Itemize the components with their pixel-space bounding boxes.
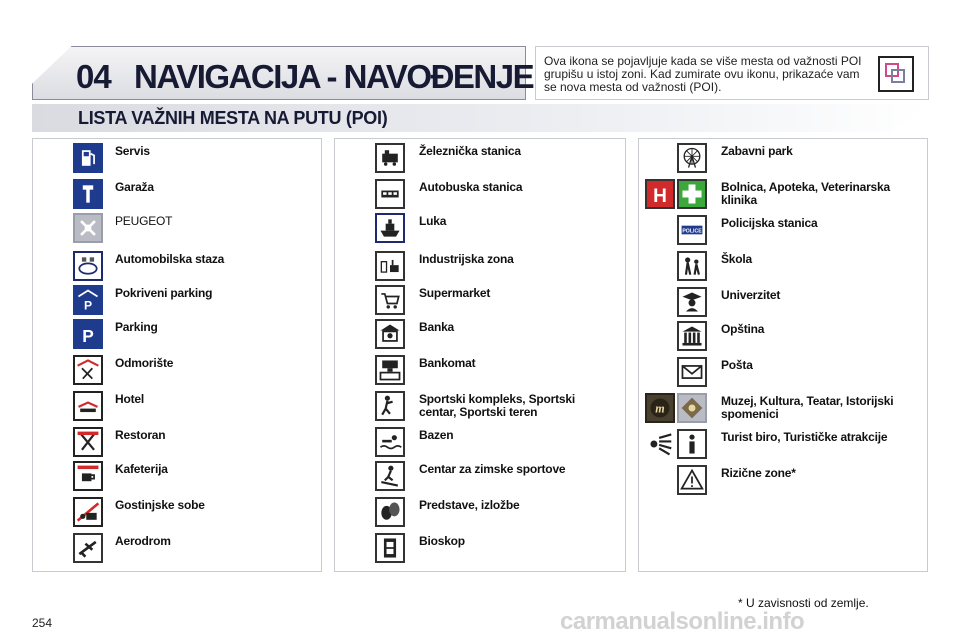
hotel-bed-icon — [73, 391, 103, 421]
list-item — [639, 393, 927, 427]
list-item — [335, 179, 625, 213]
list-item — [335, 497, 625, 531]
stacked-squares-icon — [878, 56, 914, 92]
restaurant-icon — [73, 427, 103, 457]
svg-text:P: P — [82, 325, 94, 346]
list-item — [33, 251, 321, 285]
list-item — [33, 497, 321, 531]
sport-icon — [375, 391, 405, 421]
poi-label: Luka — [419, 214, 447, 228]
poi-label: Industrijska zona — [419, 252, 514, 266]
poi-column-1 — [32, 138, 322, 572]
coffee-cup-icon — [73, 461, 103, 491]
fuel-pump-icon — [73, 143, 103, 173]
chapter-number: 04 — [76, 58, 111, 95]
poi-label: Gostinjske sobe — [115, 498, 205, 512]
svg-text:H: H — [653, 185, 667, 207]
page-number: 254 — [32, 616, 53, 630]
list-item — [639, 357, 927, 391]
list-item — [639, 215, 927, 249]
school-children-icon — [677, 251, 707, 281]
poi-label: Aerodrom — [115, 534, 171, 548]
list-item — [639, 465, 927, 499]
swimmer-icon — [375, 427, 405, 457]
poi-label: Garaža — [115, 180, 154, 194]
guest-room-icon — [73, 497, 103, 527]
poi-label: Pošta — [721, 358, 753, 372]
poi-label: Policijska stanica — [721, 216, 818, 230]
poi-label: Autobuska stanica — [419, 180, 523, 194]
info-text: Ova ikona se pojavljuje kada se više mesta od važnosti POI grupišu u istoj zoni. Kad zumirate ovu ikonu, prikazaće vam se nova mesta od važnosti (POI). — [544, 54, 862, 94]
list-item — [639, 287, 927, 321]
wrench-icon — [73, 179, 103, 209]
poi-label: Odmorište — [115, 356, 174, 370]
list-item — [639, 179, 927, 213]
poi-label: Supermarket — [419, 286, 491, 300]
list-item — [335, 251, 625, 285]
poi-label: Muzej, Kultura, Teatar, Istorijski spomenici — [721, 394, 894, 421]
info-box — [535, 46, 929, 100]
list-item — [335, 213, 625, 247]
list-item — [639, 251, 927, 285]
culture-icon — [677, 393, 707, 423]
list-item — [33, 391, 321, 425]
svg-text:P: P — [83, 298, 93, 313]
list-item — [33, 143, 321, 177]
bank-icon — [375, 319, 405, 349]
list-item — [639, 429, 927, 463]
train-icon — [375, 143, 405, 173]
envelope-icon — [677, 357, 707, 387]
poi-label: Kafeterija — [115, 462, 168, 476]
list-item — [335, 355, 625, 389]
poi-label: Pokriveni parking — [115, 286, 213, 300]
list-item — [335, 461, 625, 495]
poi-label: PEUGEOT — [115, 214, 173, 228]
poi-label: Opština — [721, 322, 765, 336]
poi-label: Železnička stanica — [419, 144, 521, 158]
list-item — [33, 427, 321, 461]
hospital-icon — [645, 179, 675, 209]
list-item — [335, 391, 625, 425]
poi-label: Hotel — [115, 392, 145, 406]
industry-icon — [375, 251, 405, 281]
poi-label: Parking — [115, 320, 158, 334]
list-item — [335, 427, 625, 461]
shopping-cart-icon — [375, 285, 405, 315]
list-item — [335, 285, 625, 319]
poi-label: Univerzitet — [721, 288, 781, 302]
poi-label: Restoran — [115, 428, 166, 442]
list-item — [639, 143, 927, 177]
poi-label: Centar za zimske sportove — [419, 462, 566, 476]
section-title: LISTA VAŽNIH MESTA NA PUTU (POI) — [78, 108, 388, 128]
list-item — [33, 179, 321, 213]
ship-icon — [375, 213, 405, 243]
list-item — [33, 533, 321, 567]
poi-label: Turist biro, Turističke atrakcije — [721, 430, 888, 444]
police-icon — [677, 215, 707, 245]
rest-area-icon — [73, 355, 103, 385]
svg-text:m: m — [655, 401, 665, 416]
list-item — [335, 143, 625, 177]
poi-column-2 — [334, 138, 626, 572]
tourist-attraction-icon — [645, 429, 675, 459]
tourist-info-icon — [677, 429, 707, 459]
race-track-icon — [73, 251, 103, 281]
list-item — [33, 355, 321, 389]
poi-label: Bioskop — [419, 534, 465, 548]
pharmacy-icon — [677, 179, 707, 209]
list-item — [335, 319, 625, 353]
poi-column-3 — [638, 138, 928, 572]
list-item — [335, 533, 625, 567]
film-icon — [375, 533, 405, 563]
airplane-icon — [73, 533, 103, 563]
poi-label: Bazen — [419, 428, 454, 442]
peugeot-tools-icon — [73, 213, 103, 243]
list-item — [639, 321, 927, 355]
footnote: * U zavisnosti od zemlje. — [738, 596, 869, 610]
poi-label: Bankomat — [419, 356, 476, 370]
poi-label: Servis — [115, 144, 150, 158]
list-item — [33, 213, 321, 247]
covered-parking-icon — [73, 285, 103, 315]
list-item — [33, 285, 321, 319]
town-hall-icon — [677, 321, 707, 351]
poi-label: Zabavni park — [721, 144, 793, 158]
poi-label: Rizične zone* — [721, 466, 796, 480]
parking-icon — [73, 319, 103, 349]
ferris-wheel-icon — [677, 143, 707, 173]
graduate-icon — [677, 287, 707, 317]
poi-label: Sportski kompleks, Sportski centar, Sportski teren — [419, 392, 575, 419]
bus-icon — [375, 179, 405, 209]
poi-label: Banka — [419, 320, 455, 334]
svg-text:POLICE: POLICE — [682, 228, 702, 235]
poi-label: Automobilska staza — [115, 252, 225, 266]
skier-icon — [375, 461, 405, 491]
list-item — [33, 319, 321, 353]
warning-icon — [677, 465, 707, 495]
museum-icon — [645, 393, 675, 423]
poi-label: Predstave, izložbe — [419, 498, 520, 512]
poi-label: Bolnica, Apoteka, Veterinarska klinika — [721, 180, 890, 207]
chapter-title: NAVIGACIJA - NAVOĐENJE — [134, 58, 534, 95]
list-item — [33, 461, 321, 495]
watermark: carmanualsonline.info — [560, 608, 805, 635]
theatre-masks-icon — [375, 497, 405, 527]
atm-icon — [375, 355, 405, 385]
poi-label: Škola — [721, 252, 753, 266]
